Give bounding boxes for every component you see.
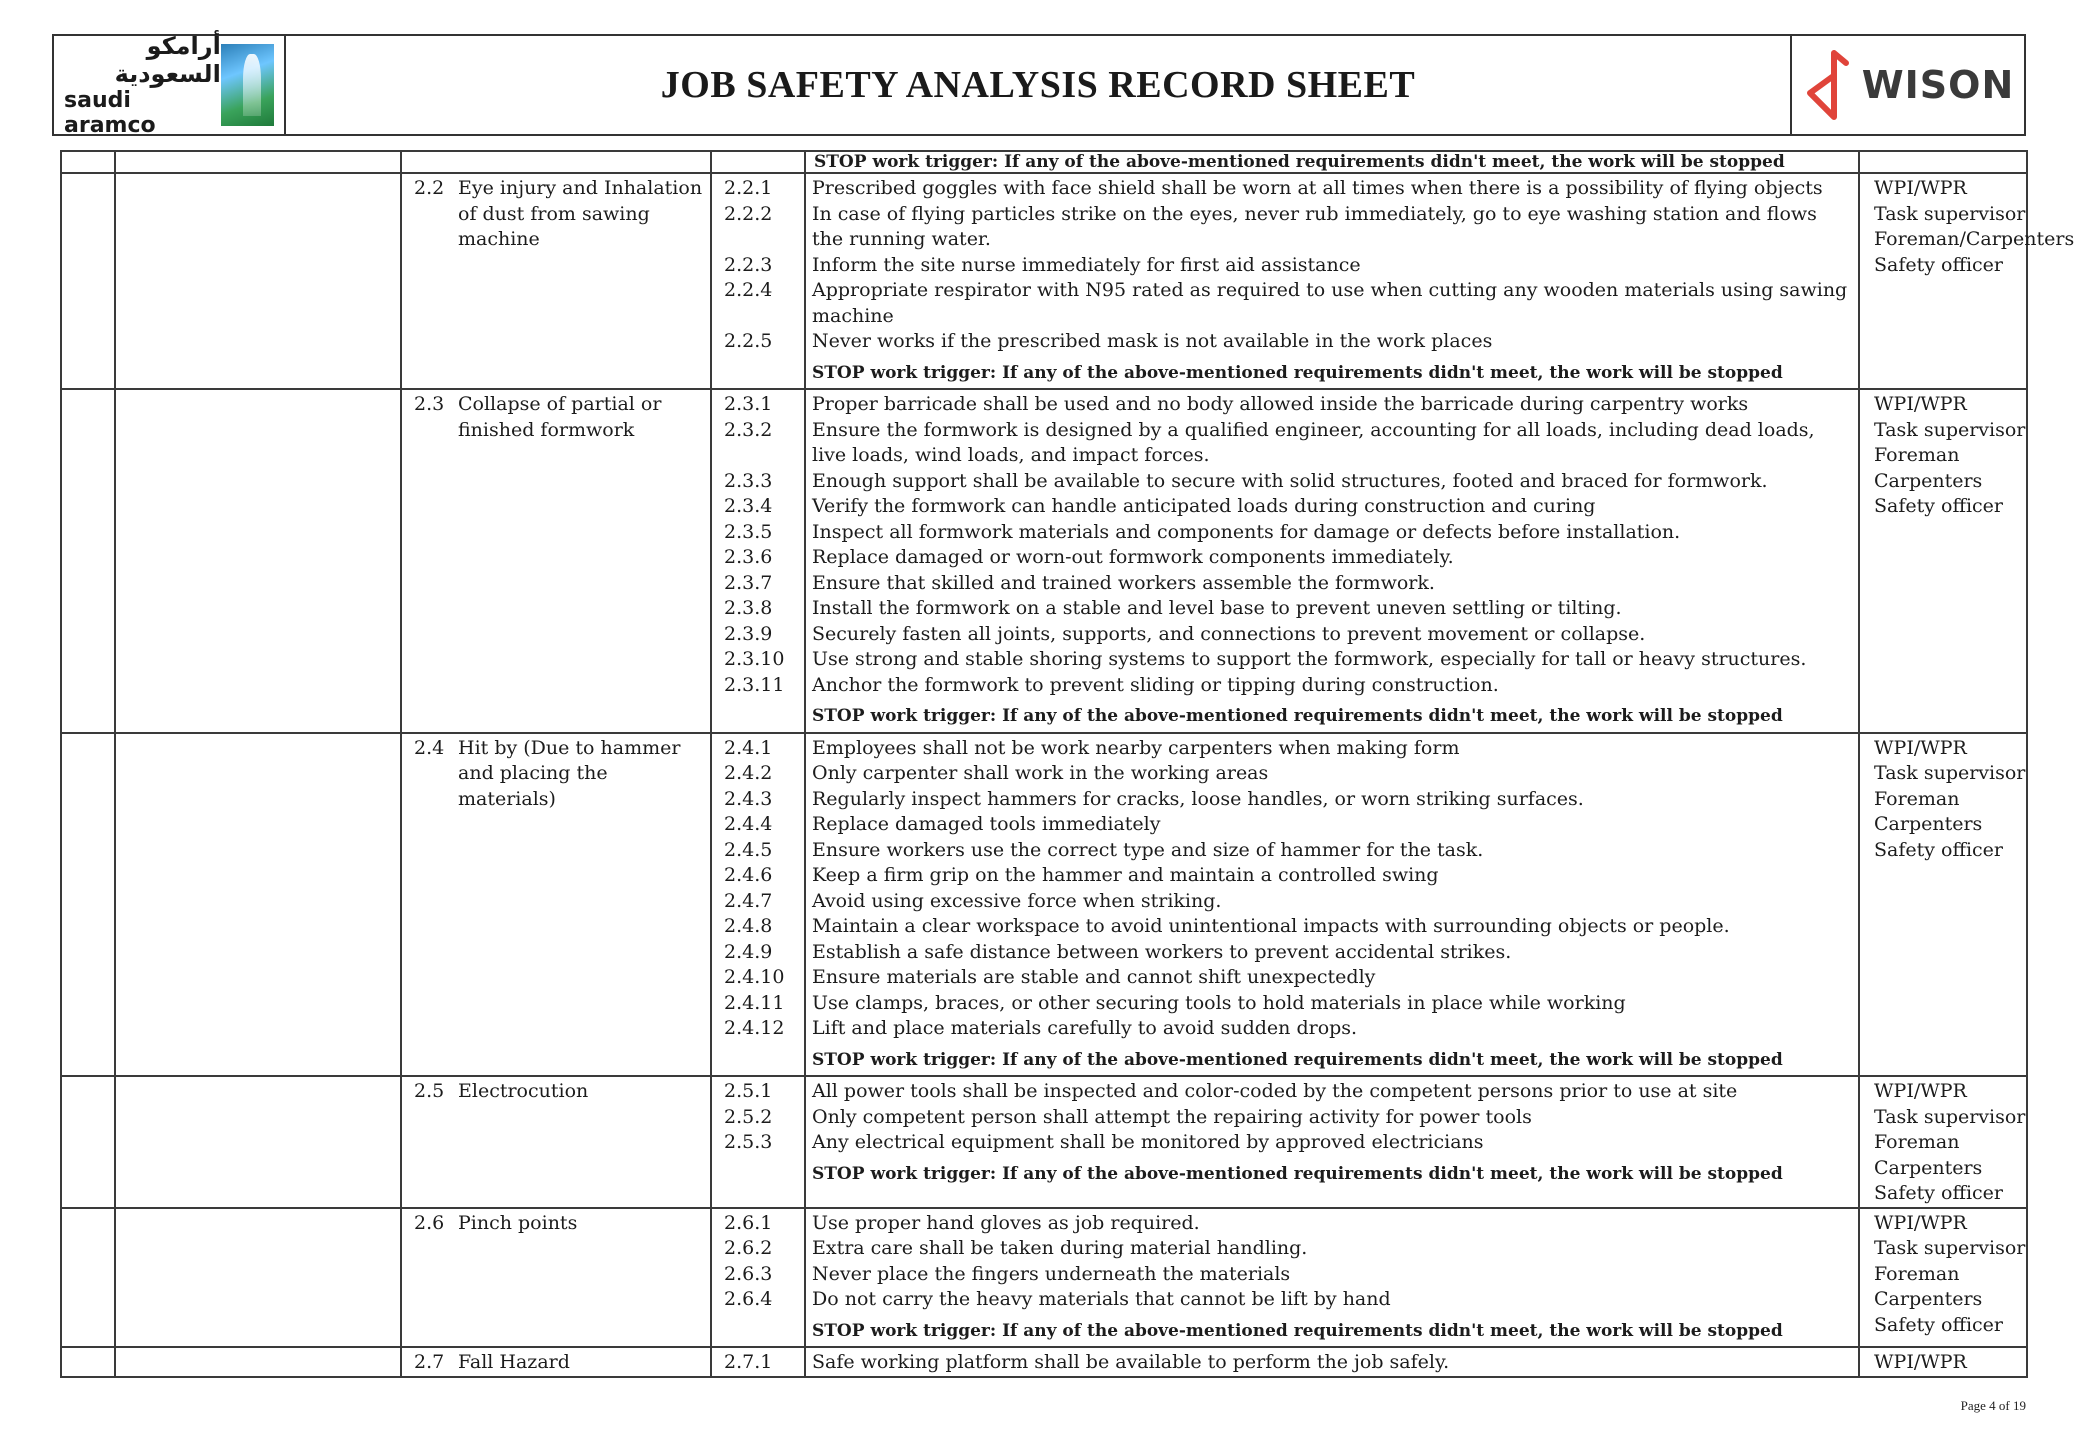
stop-trigger: STOP work trigger: If any of the above-mentioned requirements didn't meet, the work will be stopped <box>814 152 1785 172</box>
responsible-party: Safety officer <box>1874 495 2004 517</box>
control-id: 2.2.4 <box>724 279 773 301</box>
stop-trigger: STOP work trigger: If any of the above-mentioned requirements didn't meet, the work will be stopped <box>812 362 1783 383</box>
responsibility-cell <box>1859 1347 2027 1377</box>
control-measure: Keep a firm grip on the hammer and maintain a controlled swing <box>812 864 1439 886</box>
controls-cell <box>805 389 1859 733</box>
control-id: 2.4.12 <box>724 1017 785 1039</box>
row-marker-cell <box>61 1208 115 1348</box>
hazard-cell <box>401 733 711 1077</box>
stop-trigger: STOP work trigger: If any of the above-mentioned requirements didn't meet, the work will be stopped <box>812 1049 1783 1070</box>
control-id: 2.3.3 <box>724 469 773 492</box>
control-measure: All power tools shall be inspected and color-coded by the competent persons prior to use at site <box>812 1080 1738 1102</box>
control-id: 2.3.10 <box>724 648 785 670</box>
control-measure: Do not carry the heavy materials that cannot be lift by hand <box>812 1288 1391 1310</box>
control-measure: Only carpenter shall work in the working areas <box>812 762 1269 784</box>
controls-cell <box>805 1208 1859 1348</box>
hazard-description: Eye injury and Inhalation of dust from sawing machine <box>458 177 703 250</box>
hazard-cell <box>401 389 711 733</box>
responsible-party: WPI/WPR <box>1874 736 1967 759</box>
control-measure: Extra care shall be taken during material handling. <box>812 1237 1308 1259</box>
hazard-number: 2.6 <box>414 1211 445 1234</box>
responsibility-cell <box>1859 173 2074 389</box>
responsible-party: WPI/WPR <box>1874 1351 1967 1373</box>
control-id: 2.5.2 <box>724 1105 773 1128</box>
control-measure: Appropriate respirator with N95 rated as required to use when cutting any wooden materials using sawing machine <box>812 279 1848 327</box>
controls-cell <box>805 173 1859 389</box>
row-marker-cell <box>61 1076 115 1208</box>
row-marker-cell <box>61 1347 115 1377</box>
responsible-party: WPI/WPR <box>1874 1211 1967 1234</box>
activity-cell <box>115 1347 401 1377</box>
control-measure: Lift and place materials carefully to avoid sudden drops. <box>812 1017 1358 1039</box>
control-measure: Only competent person shall attempt the repairing activity for power tools <box>812 1105 1532 1128</box>
hazard-row <box>61 1208 2027 1348</box>
control-measure: Install the formwork on a stable and level base to prevent uneven settling or tilting. <box>812 597 1622 619</box>
stop-trigger: STOP work trigger: If any of the above-mentioned requirements didn't meet, the work will be stopped <box>812 706 1783 726</box>
hazard-number: 2.5 <box>414 1080 445 1102</box>
controls-cell <box>805 1076 1859 1208</box>
control-measure: Use strong and stable shoring systems to support the formwork, especially for tall or heavy structures. <box>812 648 1807 670</box>
saudi-aramco-logo <box>54 32 286 138</box>
control-id: 2.4.2 <box>724 762 773 784</box>
control-measure: Verify the formwork can handle anticipated loads during construction and curing <box>812 495 1596 517</box>
control-measure: Never works if the prescribed mask is not available in the work places <box>812 330 1493 352</box>
responsible-party: Carpenters <box>1874 813 1983 835</box>
control-measure: Any electrical equipment shall be monitored by approved electricians <box>812 1131 1484 1153</box>
hazard-cell <box>401 1208 711 1348</box>
hazard-cell <box>401 1347 711 1377</box>
control-id: 2.2.5 <box>724 330 773 352</box>
responsible-party: Foreman <box>1874 1131 1960 1153</box>
hazard-description: Hit by (Due to hammer and placing the materials) <box>458 736 681 810</box>
control-id: 2.4.8 <box>724 915 773 937</box>
hazard-row <box>61 389 2027 733</box>
responsible-party: WPI/WPR <box>1874 1080 1967 1102</box>
hazard-number: 2.4 <box>414 736 445 759</box>
responsible-party: WPI/WPR <box>1874 177 1967 199</box>
aramco-english-name: saudi aramco <box>64 88 156 138</box>
responsibility-cell <box>1859 1076 2027 1208</box>
control-ids-cell <box>711 389 805 733</box>
control-id: 2.6.4 <box>724 1288 773 1310</box>
responsible-party: Carpenters <box>1874 1156 1983 1179</box>
control-measure: Maintain a clear workspace to avoid unintentional impacts with surrounding objects or people. <box>812 915 1730 937</box>
controls-cell <box>805 733 1859 1077</box>
responsible-party: Safety officer <box>1874 1182 2004 1204</box>
control-id: 2.3.7 <box>724 571 773 594</box>
wison-mark-icon <box>1802 49 1858 121</box>
control-id: 2.3.4 <box>724 495 773 517</box>
control-measure: Safe working platform shall be available to perform the job safely. <box>812 1351 1450 1373</box>
control-ids-cell <box>711 173 805 389</box>
control-id: 2.3.6 <box>724 546 773 568</box>
hazard-number: 2.7 <box>414 1351 445 1373</box>
responsible-party: Task supervisor <box>1874 418 2026 441</box>
control-measure: Never place the fingers underneath the materials <box>812 1262 1291 1285</box>
wison-logo <box>1790 36 2024 134</box>
hazard-row <box>61 173 2027 389</box>
responsible-party: Foreman <box>1874 1262 1960 1285</box>
control-id: 2.2.2 <box>724 202 773 225</box>
activity-cell <box>115 733 401 1077</box>
control-ids-cell <box>711 1347 805 1377</box>
hazard-row <box>61 733 2027 1077</box>
control-id: 2.6.2 <box>724 1237 773 1259</box>
control-id: 2.4.9 <box>724 940 773 963</box>
control-id: 2.4.4 <box>724 813 773 835</box>
control-id: 2.7.1 <box>724 1351 773 1373</box>
row-marker-cell <box>61 389 115 733</box>
control-id: 2.3.2 <box>724 418 773 441</box>
hazard-cell <box>401 173 711 389</box>
responsibility-cell <box>1859 389 2027 733</box>
row-marker-cell <box>61 173 115 389</box>
stop-trigger: STOP work trigger: If any of the above-mentioned requirements didn't meet, the work will be stopped <box>812 1320 1783 1341</box>
control-measure: Avoid using excessive force when striking. <box>812 889 1222 912</box>
control-measure: Establish a safe distance between workers to prevent accidental strikes. <box>812 940 1512 963</box>
document-header <box>52 34 2026 136</box>
control-id: 2.4.1 <box>724 736 773 759</box>
hazard-number: 2.3 <box>414 393 445 415</box>
control-id: 2.4.7 <box>724 889 773 912</box>
hazard-number: 2.2 <box>414 177 445 199</box>
control-measure: Use proper hand gloves as job required. <box>812 1211 1200 1234</box>
stop-trigger: STOP work trigger: If any of the above-mentioned requirements didn't meet, the work will be stopped <box>812 1163 1783 1184</box>
aramco-arabic-name: أرامكو السعودية <box>114 32 221 88</box>
control-measure: Proper barricade shall be used and no body allowed inside the barricade during carpentry works <box>812 393 1749 415</box>
control-measure: Replace damaged tools immediately <box>812 813 1161 835</box>
responsible-party: Task supervisor <box>1874 202 2026 225</box>
control-id: 2.2.3 <box>724 253 773 276</box>
responsible-party: Carpenters <box>1874 1288 1983 1310</box>
activity-cell <box>115 1208 401 1348</box>
control-measure: Ensure workers use the correct type and size of hammer for the task. <box>812 838 1484 861</box>
control-id: 2.6.3 <box>724 1262 773 1285</box>
control-id: 2.4.5 <box>724 838 773 861</box>
control-id: 2.3.8 <box>724 597 773 619</box>
activity-cell <box>115 389 401 733</box>
responsible-party: Safety officer <box>1874 1313 2004 1336</box>
hazard-description: Pinch points <box>458 1211 578 1234</box>
control-measure: Ensure that skilled and trained workers assemble the formwork. <box>812 571 1435 594</box>
responsibility-cell <box>1859 1208 2027 1348</box>
control-measure: Replace damaged or worn-out formwork components immediately. <box>812 546 1454 568</box>
responsible-party: WPI/WPR <box>1874 393 1967 415</box>
hazard-row <box>61 1347 2027 1377</box>
control-measure: Enough support shall be available to secure with solid structures, footed and braced for formwork. <box>812 469 1768 492</box>
jsa-table <box>60 150 2074 1378</box>
responsible-party: Carpenters <box>1874 469 1983 492</box>
responsible-party: Task supervisor <box>1874 1237 2026 1259</box>
control-id: 2.3.5 <box>724 520 773 543</box>
control-id: 2.5.1 <box>724 1080 773 1102</box>
control-id: 2.4.6 <box>724 864 773 886</box>
control-id: 2.4.10 <box>724 966 785 988</box>
control-measure: Anchor the formwork to prevent sliding or tipping during construction. <box>812 673 1499 696</box>
responsible-party: Safety officer <box>1874 838 2004 861</box>
hazard-description: Collapse of partial or finished formwork <box>458 393 662 441</box>
control-measure: Securely fasten all joints, supports, and connections to prevent movement or collapse. <box>812 622 1646 645</box>
control-measure: Inspect all formwork materials and components for damage or defects before installation. <box>812 520 1681 543</box>
page-number: Page 4 of 19 <box>1960 1398 2026 1413</box>
responsible-party: Safety officer <box>1874 253 2004 276</box>
control-ids-cell <box>711 733 805 1077</box>
control-id: 2.3.1 <box>724 393 773 415</box>
hazard-cell <box>401 1076 711 1208</box>
control-id: 2.5.3 <box>724 1131 773 1153</box>
row-marker-cell <box>61 733 115 1077</box>
responsibility-cell <box>1859 733 2027 1077</box>
responsible-party: Foreman <box>1874 787 1960 810</box>
control-ids-cell <box>711 1208 805 1348</box>
control-measure: In case of flying particles strike on the eyes, never rub immediately, go to eye washing station and flows the running water. <box>812 202 1817 250</box>
control-id: 2.6.1 <box>724 1211 773 1234</box>
responsible-party: Foreman <box>1874 444 1960 466</box>
wison-name: WISON <box>1861 63 2015 107</box>
control-measure: Regularly inspect hammers for cracks, loose handles, or worn striking surfaces. <box>812 787 1584 810</box>
control-id: 2.4.11 <box>724 991 785 1014</box>
activity-cell <box>115 1076 401 1208</box>
responsible-party: Task supervisor <box>1874 762 2026 784</box>
control-id: 2.4.3 <box>724 787 773 810</box>
control-id: 2.3.9 <box>724 622 773 645</box>
controls-cell <box>805 1347 1859 1377</box>
top-stop-row <box>61 151 2027 173</box>
hazard-description: Electrocution <box>458 1080 589 1102</box>
control-measure: Use clamps, braces, or other securing tools to hold materials in place while working <box>812 991 1626 1014</box>
hazard-description: Fall Hazard <box>458 1351 570 1373</box>
control-id: 2.3.11 <box>724 673 785 696</box>
document-title: JOB SAFETY ANALYSIS RECORD SHEET <box>660 64 1416 106</box>
control-measure: Prescribed goggles with face shield shall be worn at all times when there is a possibility of flying objects <box>812 177 1823 199</box>
control-measure: Ensure the formwork is designed by a qualified engineer, accounting for all loads, including dead loads, live loads, wind loads, and impact forces. <box>812 418 1815 466</box>
control-id: 2.2.1 <box>724 177 773 199</box>
control-measure: Employees shall not be work nearby carpenters when making form <box>812 736 1460 759</box>
responsible-party: Task supervisor <box>1874 1105 2026 1128</box>
hazard-row <box>61 1076 2027 1208</box>
control-ids-cell <box>711 1076 805 1208</box>
activity-cell <box>115 173 401 389</box>
control-measure: Inform the site nurse immediately for first aid assistance <box>812 253 1361 276</box>
control-measure: Ensure materials are stable and cannot shift unexpectedly <box>812 966 1376 988</box>
aramco-palm-icon <box>221 44 274 126</box>
responsible-party: Foreman/Carpenters <box>1874 228 2074 250</box>
